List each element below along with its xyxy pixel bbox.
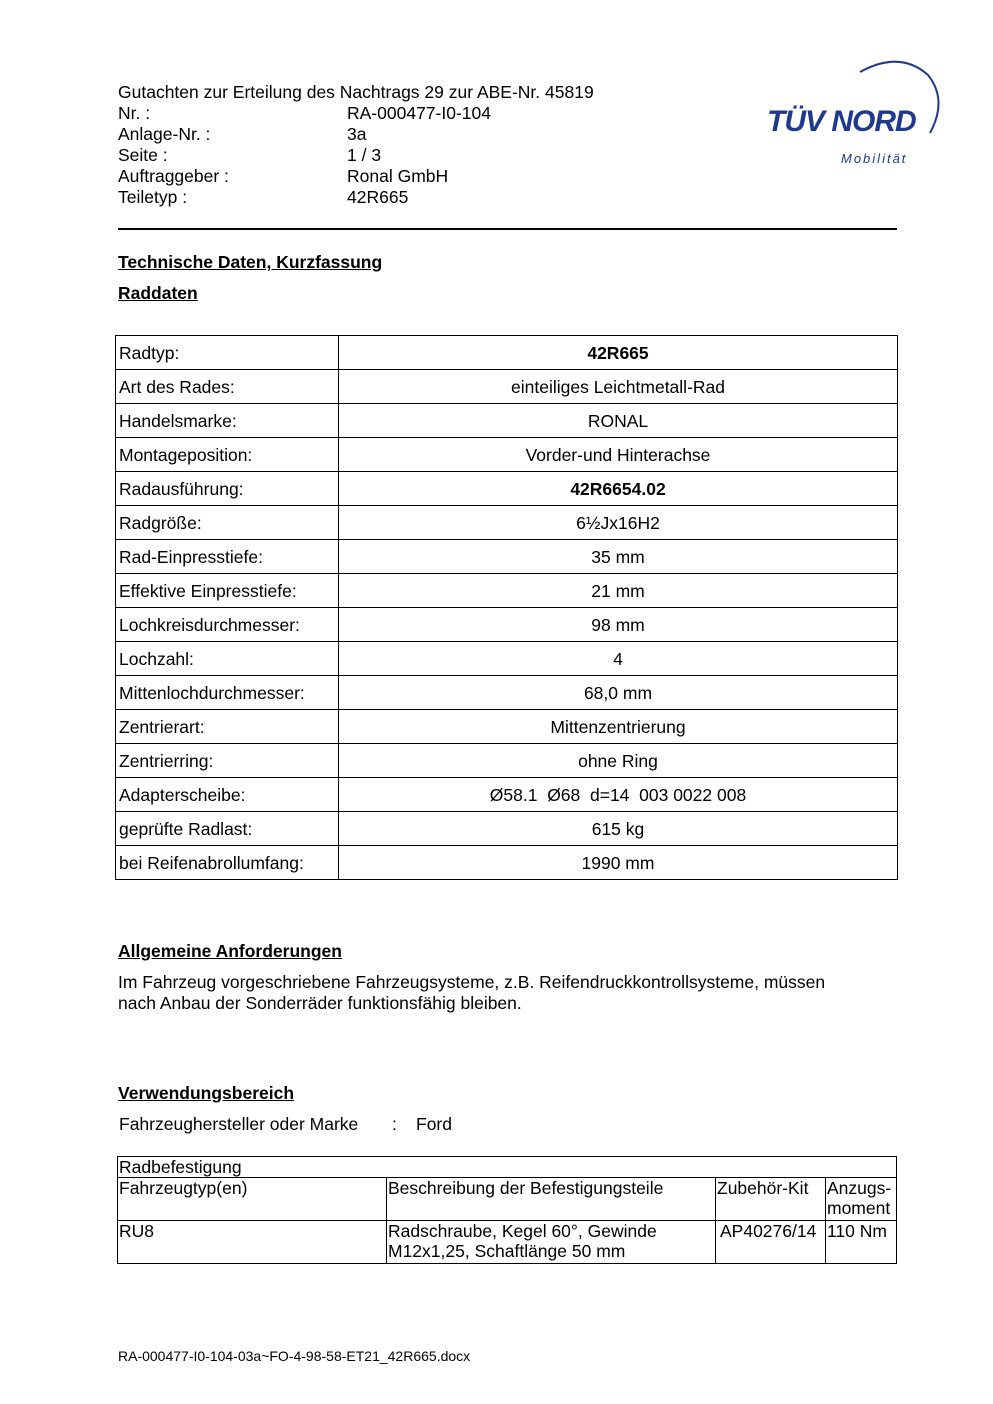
table-row bbox=[116, 370, 898, 404]
row-value: einteiliges Leichtmetall-Rad bbox=[339, 370, 898, 404]
header-cell-moment bbox=[826, 1178, 897, 1221]
header-fields bbox=[0, 103, 700, 213]
row-label: geprüfte Radlast: bbox=[116, 812, 339, 846]
description-line: M12x1,25, Schaftlänge 50 mm bbox=[388, 1241, 626, 1261]
manufacturer-line bbox=[119, 1114, 619, 1136]
table-row bbox=[116, 676, 898, 710]
cell-kit: AP40276/14 bbox=[716, 1221, 826, 1264]
row-label: Adapterscheibe: bbox=[116, 778, 339, 812]
tech-title: Technische Daten, Kurzfassung bbox=[118, 252, 383, 272]
manufacturer-label: Fahrzeughersteller oder Marke bbox=[119, 1114, 359, 1134]
allgemein-title: Allgemeine Anforderungen bbox=[118, 941, 342, 961]
description-line: Radschraube, Kegel 60°, Gewinde bbox=[388, 1221, 657, 1241]
header-field-anlage bbox=[0, 124, 700, 145]
row-value: 35 mm bbox=[339, 540, 898, 574]
row-label: Art des Rades: bbox=[116, 370, 339, 404]
row-label: Radausführung: bbox=[116, 472, 339, 506]
verwendung-title: Verwendungsbereich bbox=[118, 1083, 295, 1103]
table-row bbox=[116, 710, 898, 744]
table-row bbox=[116, 506, 898, 540]
row-label: Mittenlochdurchmesser: bbox=[116, 676, 339, 710]
row-label: Rad-Einpresstiefe: bbox=[116, 540, 339, 574]
row-label: bei Reifenabrollumfang: bbox=[116, 846, 339, 880]
row-label: Handelsmarke: bbox=[116, 404, 339, 438]
header-field-teiletyp bbox=[0, 187, 700, 208]
row-value: 42R6654.02 bbox=[339, 472, 898, 506]
row-label: Montageposition: bbox=[116, 438, 339, 472]
table-row bbox=[116, 778, 898, 812]
header-value: 3a bbox=[347, 124, 367, 144]
logo-brand: TÜV NORD bbox=[767, 105, 916, 138]
table-row bbox=[116, 336, 898, 370]
header-label: Seite : bbox=[118, 145, 168, 165]
header-field-nr bbox=[0, 103, 700, 124]
header-value: 1 / 3 bbox=[347, 145, 382, 165]
header-divider bbox=[118, 228, 897, 230]
row-label: Effektive Einpresstiefe: bbox=[116, 574, 339, 608]
row-label: Radtyp: bbox=[116, 336, 339, 370]
table-row bbox=[116, 472, 898, 506]
header-moment-line: moment bbox=[827, 1198, 891, 1218]
header-label: Auftraggeber : bbox=[118, 166, 229, 186]
row-value: ohne Ring bbox=[339, 744, 898, 778]
mounting-title: Radbefestigung bbox=[118, 1157, 897, 1178]
header-cell: Beschreibung der Befestigungsteile bbox=[387, 1178, 716, 1221]
row-label: Lochkreisdurchmesser: bbox=[116, 608, 339, 642]
header-value: RA-000477-I0-104 bbox=[347, 103, 491, 123]
row-label: Lochzahl: bbox=[116, 642, 339, 676]
table-row bbox=[116, 574, 898, 608]
row-value: 615 kg bbox=[339, 812, 898, 846]
row-label: Zentrierart: bbox=[116, 710, 339, 744]
table-row bbox=[116, 642, 898, 676]
table-row bbox=[116, 540, 898, 574]
header-cell: Zubehör-Kit bbox=[716, 1178, 826, 1221]
header-label: Teiletyp : bbox=[118, 187, 188, 207]
table-row bbox=[116, 404, 898, 438]
allgemein-text bbox=[118, 972, 898, 1014]
row-value: 4 bbox=[339, 642, 898, 676]
row-value: 68,0 mm bbox=[339, 676, 898, 710]
row-value: 6½Jx16H2 bbox=[339, 506, 898, 540]
header-value: Ronal GmbH bbox=[347, 166, 449, 186]
mounting-table bbox=[117, 1156, 897, 1264]
cell-description bbox=[387, 1221, 716, 1264]
allgemein-line: Im Fahrzeug vorgeschriebene Fahrzeugsysteme, z.B. Reifendruckkontrollsysteme, müssen bbox=[118, 972, 826, 992]
row-label: Zentrierring: bbox=[116, 744, 339, 778]
row-value: 98 mm bbox=[339, 608, 898, 642]
header-cell: Fahrzeugtyp(en) bbox=[118, 1178, 387, 1221]
tuev-nord-logo bbox=[760, 55, 945, 170]
header-value: 42R665 bbox=[347, 187, 409, 207]
cell-torque: 110 Nm bbox=[826, 1221, 897, 1264]
wheel-data-table bbox=[115, 335, 898, 880]
table-row bbox=[116, 744, 898, 778]
table-row bbox=[116, 438, 898, 472]
row-value: Ø58.1 Ø68 d=14 003 0022 008 bbox=[339, 778, 898, 812]
cell-type: RU8 bbox=[118, 1221, 387, 1264]
table-row bbox=[116, 812, 898, 846]
allgemein-line: nach Anbau der Sonderräder funktionsfähig bleiben. bbox=[118, 993, 522, 1013]
header-field-auftraggeber bbox=[0, 166, 700, 187]
row-value: Mittenzentrierung bbox=[339, 710, 898, 744]
logo-subtitle: Mobilität bbox=[841, 151, 908, 166]
table-header-row bbox=[118, 1178, 897, 1221]
table-row bbox=[118, 1157, 897, 1178]
row-value: RONAL bbox=[339, 404, 898, 438]
row-value: Vorder-und Hinterachse bbox=[339, 438, 898, 472]
manufacturer-value: Ford bbox=[416, 1114, 452, 1134]
header-moment-line: Anzugs- bbox=[827, 1178, 892, 1198]
footer-filename: RA-000477-I0-104-03a~FO-4-98-58-ET21_42R665.docx bbox=[118, 1348, 471, 1364]
header-field-seite bbox=[0, 145, 700, 166]
row-value: 21 mm bbox=[339, 574, 898, 608]
row-value: 1990 mm bbox=[339, 846, 898, 880]
report-title: Gutachten zur Erteilung des Nachtrags 29 zur ABE-Nr. 45819 bbox=[118, 82, 594, 102]
table-row bbox=[116, 846, 898, 880]
row-label: Radgröße: bbox=[116, 506, 339, 540]
table-row bbox=[116, 608, 898, 642]
header-label: Anlage-Nr. : bbox=[118, 124, 211, 144]
manufacturer-separator: : bbox=[392, 1114, 397, 1134]
row-value: 42R665 bbox=[339, 336, 898, 370]
header-label: Nr. : bbox=[118, 103, 151, 123]
table-row bbox=[118, 1221, 897, 1264]
raddaten-title: Raddaten bbox=[118, 283, 198, 303]
